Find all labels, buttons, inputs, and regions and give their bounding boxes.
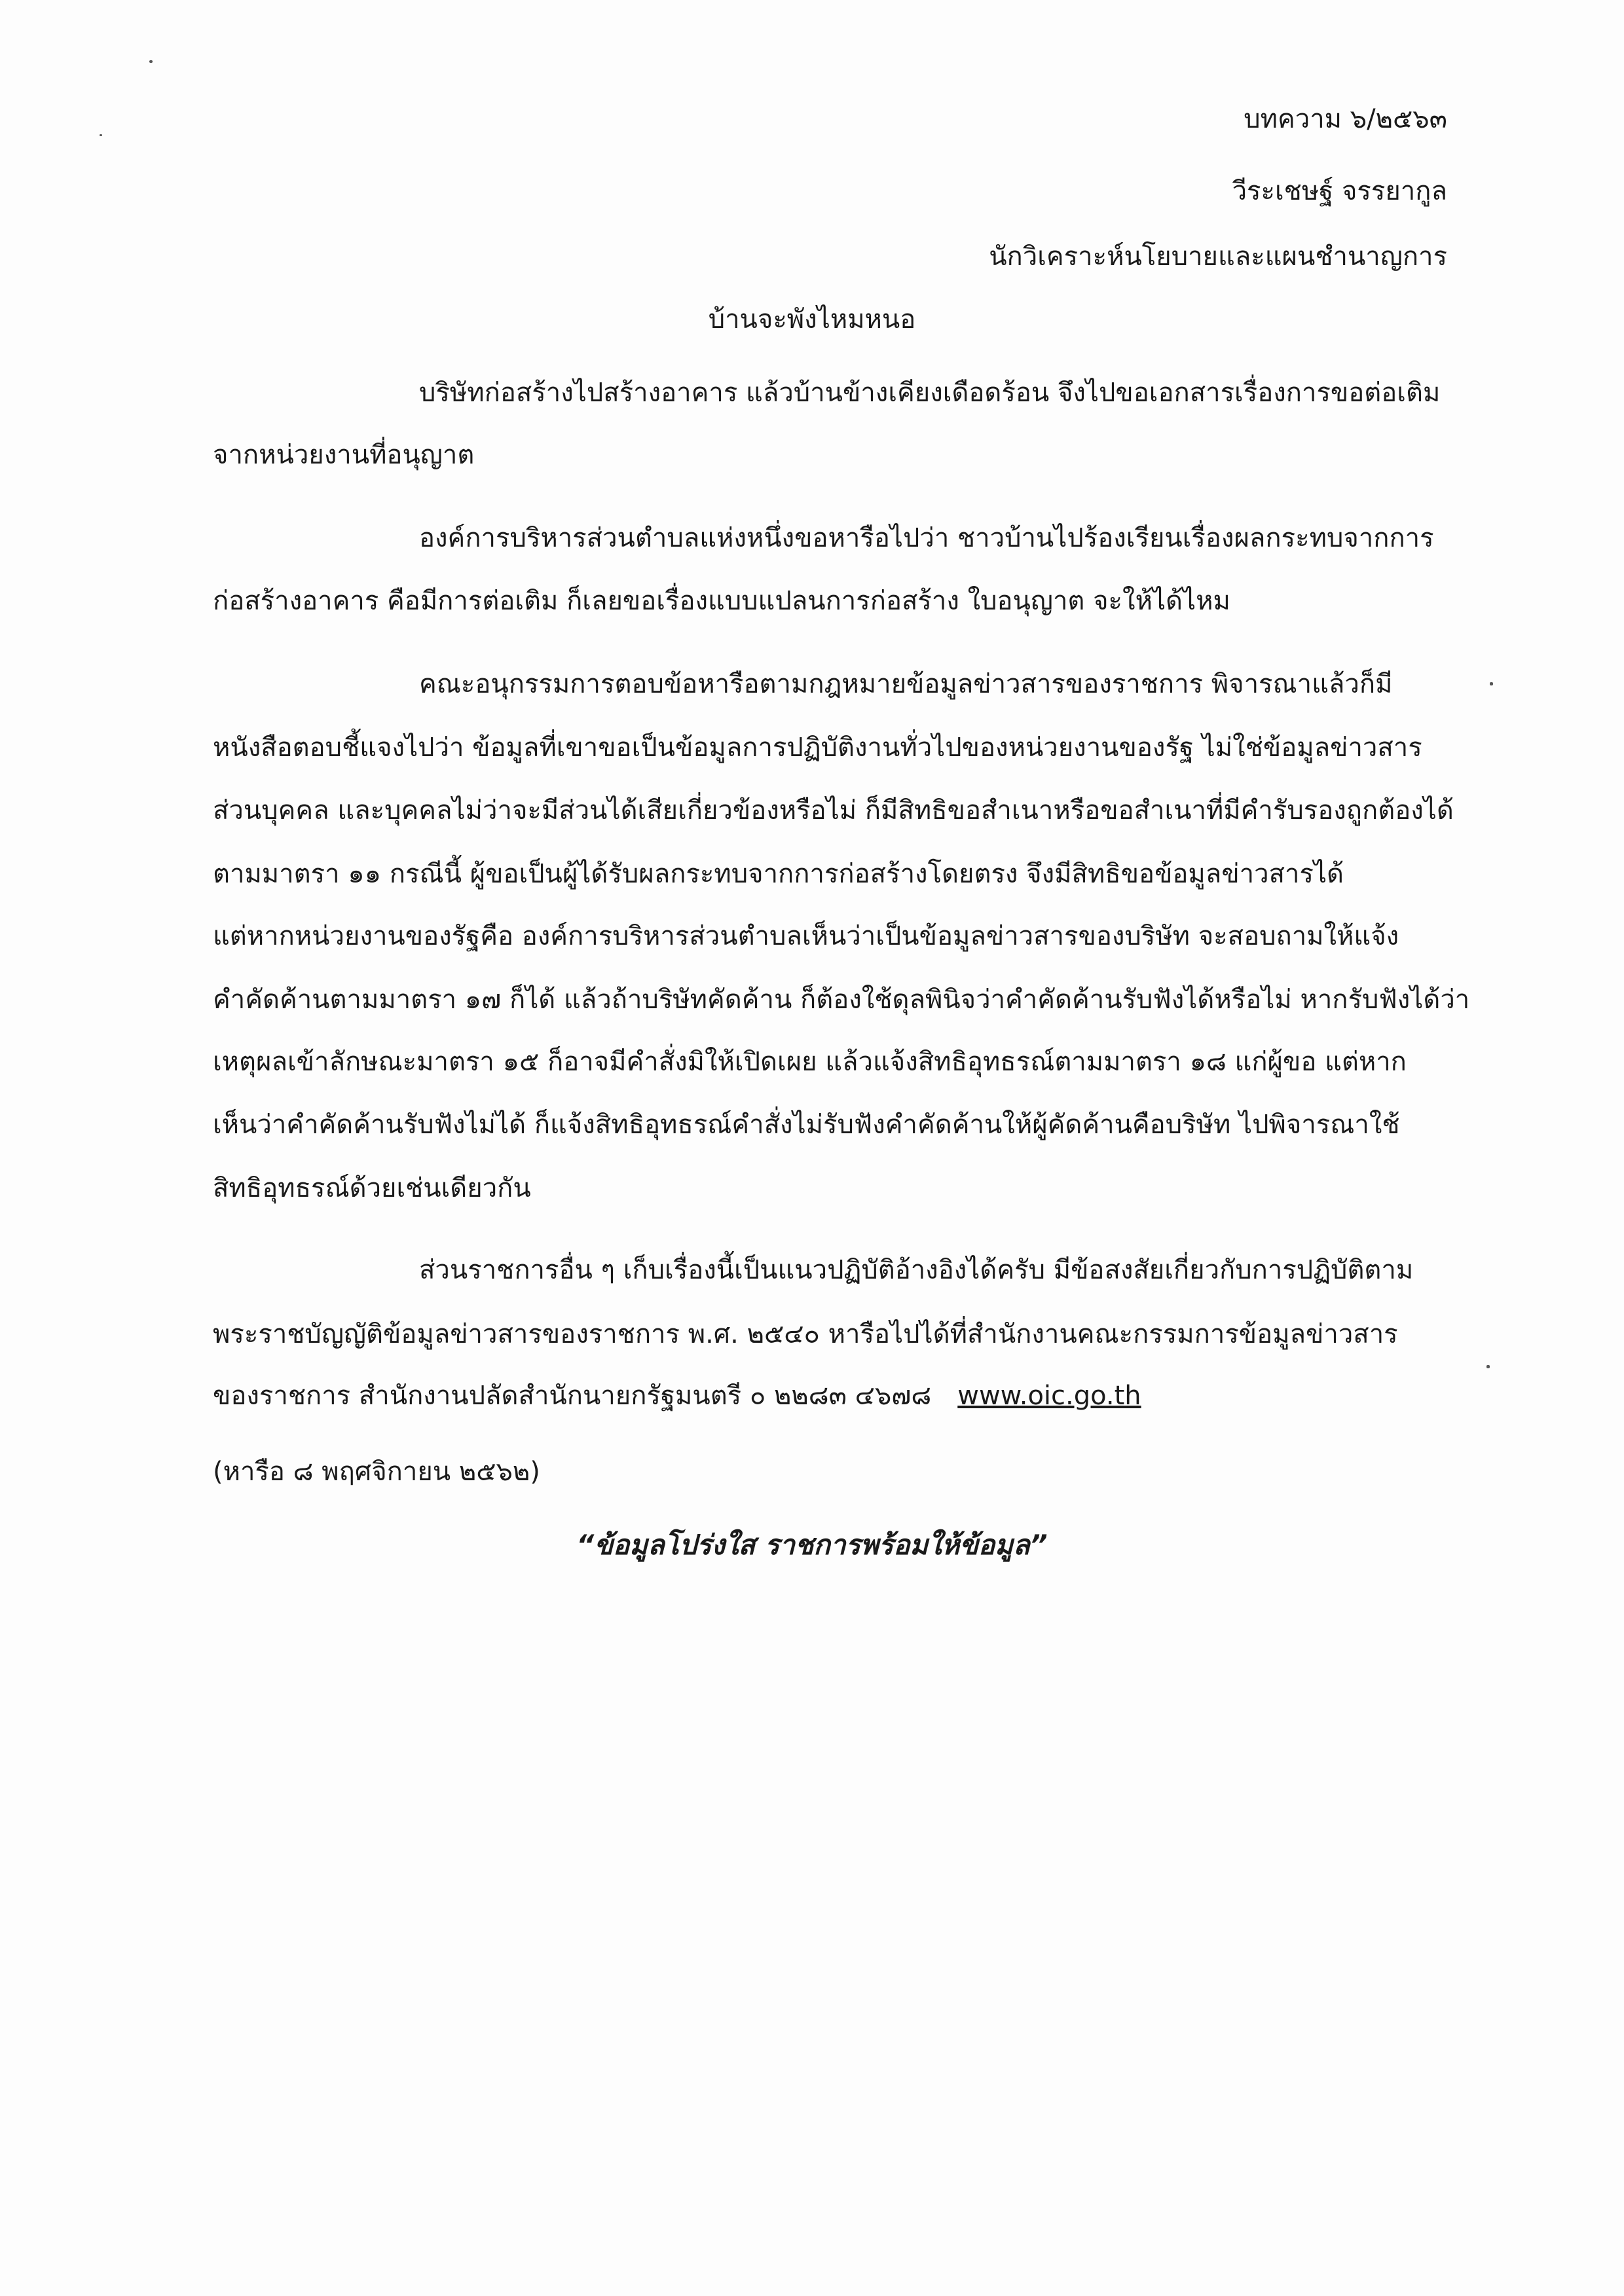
contact-text: ของราชการ สำนักงานปลัดสำนักนายกรัฐมนตรี ๐ ๒๒๘๓ ๔๖๗๘ <box>213 1381 932 1411</box>
article-number: บทความ ๖/๒๕๖๓ <box>1244 104 1447 134</box>
scan-speck <box>1486 1365 1490 1368</box>
page-title: บ้านจะพังไหมหนอ <box>708 304 916 335</box>
paragraph-line: ส่วนราชการอื่น ๆ เก็บเรื่องนี้เป็นแนวปฏิบัติอ้างอิงได้ครับ มีข้อสงสัยเกี่ยวกับการปฏิบัติตาม <box>419 1255 1414 1285</box>
oic-website-link[interactable]: www.oic.go.th <box>957 1381 1141 1411</box>
paragraph-line: ตามมาตรา ๑๑ กรณีนี้ ผู้ขอเป็นผู้ได้รับผลกระทบจากการก่อสร้างโดยตรง จึงมีสิทธิขอข้อมูลข่าวสารได้ <box>213 859 1344 889</box>
author-name: วีระเชษฐ์ จรรยากูล <box>1232 176 1447 206</box>
paragraph-line: จากหน่วยงานที่อนุญาต <box>213 440 475 470</box>
paragraph-line: บริษัทก่อสร้างไปสร้างอาคาร แล้วบ้านข้างเคียงเดือดร้อน จึงไปขอเอกสารเรื่องการขอต่อเติม <box>419 378 1441 408</box>
slogan: “ข้อมูลโปร่งใส ราชการพร้อมให้ข้อมูล” <box>576 1529 1048 1561</box>
paragraph-line: แต่หากหน่วยงานของรัฐคือ องค์การบริหารส่วนตำบลเห็นว่าเป็นข้อมูลข่าวสารของบริษัท จะสอบถามให้แจ้ง <box>213 921 1399 951</box>
consultation-date: (หารือ ๘ พฤศจิกายน ๒๕๖๒) <box>213 1457 540 1487</box>
paragraph-line: สิทธิอุทธรณ์ด้วยเช่นเดียวกัน <box>213 1173 531 1203</box>
paragraph-line: คำคัดค้านตามมาตรา ๑๗ ก็ได้ แล้วถ้าบริษัทคัดค้าน ก็ต้องใช้ดุลพินิจว่าคำคัดค้านรับฟังได้หรือไม่ หากรับฟังได้ว่า <box>213 985 1470 1015</box>
paragraph-line: ส่วนบุคคล และบุคคลไม่ว่าจะมีส่วนได้เสียเกี่ยวข้องหรือไม่ ก็มีสิทธิขอสำเนาหรือขอสำเนาที่มีคำรับรองถูกต้องได้ <box>213 795 1454 826</box>
author-title: นักวิเคราะห์นโยบายและแผนชำนาญการ <box>989 242 1447 272</box>
scan-speck <box>1490 682 1493 685</box>
paragraph-line: เหตุผลเข้าลักษณะมาตรา ๑๕ ก็อาจมีคำสั่งมิให้เปิดเผย แล้วแจ้งสิทธิอุทธรณ์ตามมาตรา ๑๘ แก่ผู้ขอ แต่หาก <box>213 1047 1407 1077</box>
paragraph-line: ก่อสร้างอาคาร คือมีการต่อเติม ก็เลยขอเรื่องแบบแปลนการก่อสร้าง ใบอนุญาต จะให้ได้ไหม <box>213 586 1230 616</box>
scan-speck <box>149 60 153 63</box>
paragraph-line: องค์การบริหารส่วนตำบลแห่งหนึ่งขอหารือไปว่า ชาวบ้านไปร้องเรียนเรื่องผลกระทบจากการ <box>419 523 1434 553</box>
paragraph-line: พระราชบัญญัติข้อมูลข่าวสารของราชการ พ.ศ. ๒๕๔๐ หารือไปได้ที่สำนักงานคณะกรรมการข้อมูลข่าวสาร <box>213 1319 1398 1349</box>
paragraph-line: คณะอนุกรรมการตอบข้อหารือตามกฎหมายข้อมูลข่าวสารของราชการ พิจารณาแล้วก็มี <box>419 669 1393 699</box>
paragraph-line-with-link <box>213 1376 1141 1415</box>
paragraph-line: เห็นว่าคำคัดค้านรับฟังไม่ได้ ก็แจ้งสิทธิอุทธรณ์คำสั่งไม่รับฟังคำคัดค้านให้ผู้คัดค้านคือบริษัท ไปพิจารณาใช้ <box>213 1110 1400 1140</box>
scan-speck <box>100 134 102 136</box>
paragraph-line: หนังสือตอบชี้แจงไปว่า ข้อมูลที่เขาขอเป็นข้อมูลการปฏิบัติงานทั่วไปของหน่วยงานของรัฐ ไม่ใช่ข้อมูลข่าวสาร <box>213 733 1422 763</box>
